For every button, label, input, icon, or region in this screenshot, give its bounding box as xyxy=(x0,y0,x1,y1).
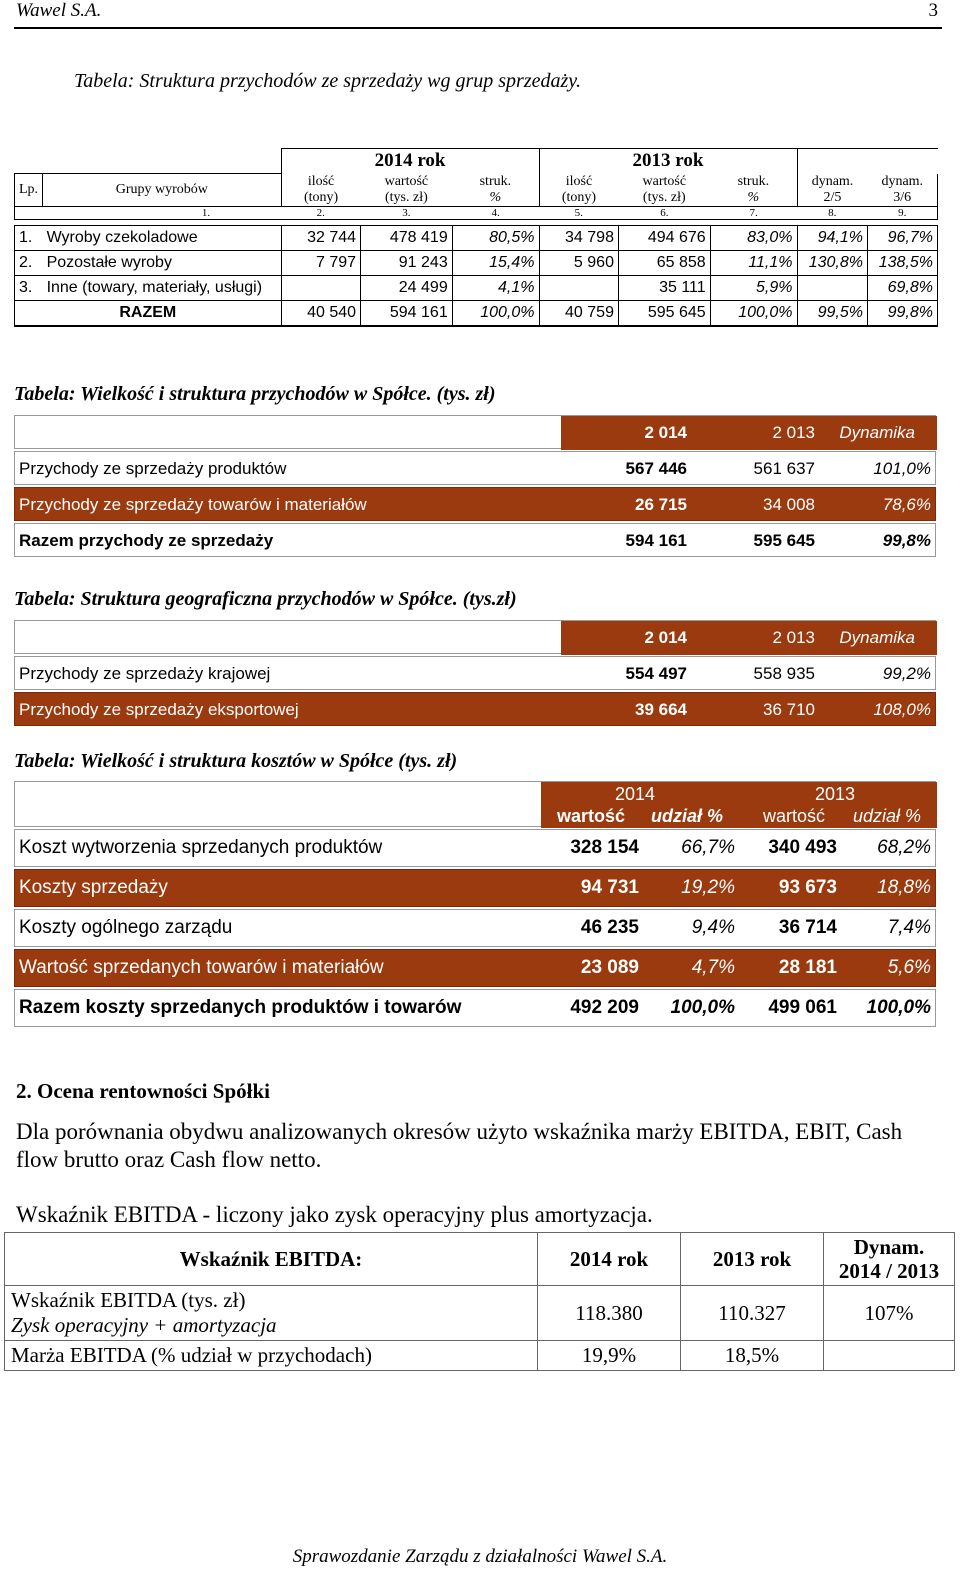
row-dyn-empty xyxy=(824,1341,955,1371)
table-row xyxy=(14,656,936,690)
row-label: Koszt wytworzenia sprzedanych produktów xyxy=(19,837,383,858)
table-row xyxy=(14,949,936,987)
table-row xyxy=(14,829,936,867)
col-value-unit-2013: (tys. zł) xyxy=(642,189,686,205)
row-d25 xyxy=(797,275,868,300)
colnum-7: 7. xyxy=(749,206,758,219)
row-2014: 19,9% xyxy=(538,1341,681,1371)
col-group: Grupy wyrobów xyxy=(43,174,282,207)
row-name: Pozostałe wyroby xyxy=(46,253,172,271)
row-2013: 36 710 xyxy=(763,700,815,719)
row-2013-share: 68,2% xyxy=(877,837,931,858)
col-qty-2013: ilość xyxy=(539,174,618,190)
row-v13: 494 676 xyxy=(618,225,710,250)
row-label: Przychody ze sprzedaży produktów xyxy=(19,459,287,478)
row-2014-share: 4,7% xyxy=(691,957,735,978)
section-heading: 2. Ocena rentowności Spółki xyxy=(16,1079,270,1103)
total-v14: 594 161 xyxy=(361,300,453,326)
total-s13: 100,0% xyxy=(710,300,797,326)
row-2014: 26 715 xyxy=(635,495,687,514)
row-2014-share: 66,7% xyxy=(681,837,735,858)
row-q14: 7 797 xyxy=(281,250,360,275)
row-label: Razem przychody ze sprzedaży xyxy=(19,531,274,550)
col-value-2013: wartość xyxy=(642,173,687,189)
table-row xyxy=(15,225,938,250)
header-2013-value: wartość xyxy=(763,806,826,826)
ebitda-note: Wskaźnik EBITDA - liczony jako zysk operacyjny plus amortyzacja. xyxy=(16,1202,653,1227)
table-header-row xyxy=(14,781,936,827)
row-2014-share: 9,4% xyxy=(691,917,735,938)
col-struct-2014: struk. xyxy=(479,173,512,189)
table-total-row xyxy=(15,300,938,326)
row-q14: 32 744 xyxy=(281,225,360,250)
row-d25: 130,8% xyxy=(797,250,868,275)
table-row xyxy=(14,869,936,907)
row-2014: 554 497 xyxy=(625,664,687,683)
row-v14: 91 243 xyxy=(361,250,453,275)
page-header xyxy=(14,0,942,29)
row-label xyxy=(5,1286,538,1341)
col-lp: Lp. xyxy=(15,174,43,207)
row-lp: 3. xyxy=(19,278,33,296)
row-2013-value: 93 673 xyxy=(778,877,837,898)
col-struct-unit-2014: % xyxy=(489,189,502,205)
row-dyn: 99,2% xyxy=(882,664,931,683)
row-dyn: 101,0% xyxy=(873,459,931,478)
table-row xyxy=(14,909,936,947)
header-name: Wskaźnik EBITDA: xyxy=(5,1233,538,1286)
row-label: Marża EBITDA (% udział w przychodach) xyxy=(5,1341,538,1371)
row-label: Razem koszty sprzedanych produktów i towarów xyxy=(19,997,462,1018)
header-2014: 2014 xyxy=(615,784,656,804)
table-row xyxy=(14,451,936,485)
total-v13: 595 645 xyxy=(618,300,710,326)
row-s13: 5,9% xyxy=(710,275,797,300)
row-lp: 1. xyxy=(19,228,33,246)
sales-groups-table xyxy=(14,148,938,327)
row-2013-value: 499 061 xyxy=(768,997,837,1018)
revenue-table xyxy=(14,415,938,559)
row-v14: 478 419 xyxy=(361,225,453,250)
row-2014: 594 161 xyxy=(625,531,687,550)
header-dyn xyxy=(824,1233,955,1286)
page-number: 3 xyxy=(928,0,938,21)
row-name: Wyroby czekoladowe xyxy=(46,228,198,246)
table4-caption: Tabela: Wielkość i struktura kosztów w Spółce (tys. zł) xyxy=(14,750,458,772)
row-dyn: 99,8% xyxy=(882,531,931,550)
total-q13: 40 759 xyxy=(539,300,618,326)
header-2013: 2013 xyxy=(815,784,856,804)
colnum-3: 3. xyxy=(402,206,411,219)
col-struct-unit-2013: % xyxy=(747,189,760,205)
row-2014-value: 328 154 xyxy=(570,837,639,858)
table-header-row xyxy=(14,415,936,449)
row-lp: 2. xyxy=(19,253,33,271)
col-dyn25-unit: 2/5 xyxy=(797,190,868,207)
row-2013-value: 36 714 xyxy=(778,917,837,938)
row-2014-share: 100,0% xyxy=(670,997,735,1018)
row-2013: 18,5% xyxy=(681,1341,824,1371)
header-2014: 2 014 xyxy=(644,423,687,442)
table-row xyxy=(15,250,938,275)
row-label-line1: Wskaźnik EBITDA (tys. zł) xyxy=(11,1288,246,1312)
header-2014: 2014 rok xyxy=(538,1233,681,1286)
table-total-row xyxy=(14,523,936,557)
row-2014-value: 46 235 xyxy=(580,917,639,938)
row-2013: 34 008 xyxy=(763,495,815,514)
row-label: Przychody ze sprzedaży krajowej xyxy=(19,664,271,683)
header-2013: 2 013 xyxy=(772,628,815,647)
header-2013: 2 013 xyxy=(772,423,815,442)
row-2014-value: 23 089 xyxy=(580,957,639,978)
colnum-8: 8. xyxy=(828,206,837,219)
total-d36: 99,8% xyxy=(868,300,938,326)
colnum-2: 2. xyxy=(316,206,325,219)
costs-table xyxy=(14,781,938,1029)
row-q13: 34 798 xyxy=(539,225,618,250)
row-s13: 83,0% xyxy=(710,225,797,250)
header-dynamika: Dynamika xyxy=(839,423,915,442)
row-v13: 35 111 xyxy=(618,275,710,300)
row-2013-share: 7,4% xyxy=(887,917,931,938)
table1-caption: Tabela: Struktura przychodów ze sprzedaży wg grup sprzedaży. xyxy=(74,70,582,92)
row-label: Koszty ogólnego zarządu xyxy=(19,917,233,938)
table-total-row xyxy=(14,989,936,1027)
row-2013: 558 935 xyxy=(753,664,815,683)
table-row xyxy=(14,692,936,726)
row-name: Inne (towary, materiały, usługi) xyxy=(46,278,263,296)
row-2013-share: 100,0% xyxy=(866,997,931,1018)
table-row xyxy=(15,275,938,300)
row-dyn: 107% xyxy=(824,1286,955,1341)
header-2013: 2013 rok xyxy=(681,1233,824,1286)
geo-revenue-table xyxy=(14,620,938,728)
row-d36: 96,7% xyxy=(868,225,938,250)
col-dyn36-unit: 3/6 xyxy=(868,190,938,207)
row-d36: 69,8% xyxy=(868,275,938,300)
header-2013-share: udział % xyxy=(853,806,922,826)
header-2014-share: udział % xyxy=(651,806,724,826)
row-2013: 595 645 xyxy=(753,531,815,550)
header-2014: 2 014 xyxy=(644,628,687,647)
row-2013-share: 5,6% xyxy=(887,957,931,978)
row-2014-value: 94 731 xyxy=(580,877,639,898)
row-2013: 561 637 xyxy=(753,459,815,478)
total-q14: 40 540 xyxy=(281,300,360,326)
row-s14: 80,5% xyxy=(452,225,539,250)
header-2014-value: wartość xyxy=(557,806,626,826)
row-2014: 118.380 xyxy=(538,1286,681,1341)
ebitda-table xyxy=(4,1232,955,1371)
row-v14: 24 499 xyxy=(361,275,453,300)
row-2013-value: 340 493 xyxy=(768,837,837,858)
row-2014-share: 19,2% xyxy=(681,877,735,898)
row-s14: 15,4% xyxy=(452,250,539,275)
row-q14 xyxy=(281,275,360,300)
col-dyn-25: dynam. xyxy=(797,174,868,190)
row-q13: 5 960 xyxy=(539,250,618,275)
row-d36: 138,5% xyxy=(868,250,938,275)
year-2013-header: 2013 rok xyxy=(539,149,797,174)
row-label: Przychody ze sprzedaży eksportowej xyxy=(19,700,299,719)
row-label-line2: Zysk operacyjny + amortyzacja xyxy=(11,1313,277,1337)
colnum-5: 5. xyxy=(574,206,583,219)
row-2014-value: 492 209 xyxy=(570,997,639,1018)
col-dyn-36: dynam. xyxy=(868,174,938,190)
row-v13: 65 858 xyxy=(618,250,710,275)
col-value-unit-2014: (tys. zł) xyxy=(384,189,428,205)
table-header-row xyxy=(14,620,936,654)
row-2013-value: 28 181 xyxy=(778,957,837,978)
page-footer: Sprawozdanie Zarządu z działalności Wawel S.A. xyxy=(292,1546,668,1567)
row-dyn: 78,6% xyxy=(882,495,931,514)
table2-caption: Tabela: Wielkość i struktura przychodów w Spółce. (tys. zł) xyxy=(14,383,496,405)
row-d25: 94,1% xyxy=(797,225,868,250)
row-q13 xyxy=(539,275,618,300)
col-qty-unit-2014: (tony) xyxy=(281,190,360,207)
table3-caption: Tabela: Struktura geograficzna przychodów w Spółce. (tys.zł) xyxy=(14,588,517,610)
col-struct-2013: struk. xyxy=(737,173,770,189)
header-dynamika: Dynamika xyxy=(839,628,915,647)
colnum-1: 1. xyxy=(201,206,211,219)
row-s14: 4,1% xyxy=(452,275,539,300)
row-2014: 39 664 xyxy=(635,700,687,719)
col-value-2014: wartość xyxy=(384,173,429,189)
section-paragraph: Dla porównania obydwu analizowanych okresów użyto wskaźnika marży EBITDA, EBIT, Cash flow brutto oraz Cash flow netto. xyxy=(16,1119,903,1172)
row-s13: 11,1% xyxy=(710,250,797,275)
header-dyn-line2: 2014 / 2013 xyxy=(838,1259,940,1283)
year-2014-header: 2014 rok xyxy=(281,149,539,174)
row-2014: 567 446 xyxy=(625,459,687,478)
total-s14: 100,0% xyxy=(452,300,539,326)
col-qty-2014: ilość xyxy=(281,174,360,190)
row-label: Przychody ze sprzedaży towarów i materiałów xyxy=(19,495,367,514)
colnum-9: 9. xyxy=(898,206,907,219)
col-qty-unit-2013: (tony) xyxy=(539,190,618,207)
colnum-6: 6. xyxy=(660,206,669,219)
header-dyn-line1: Dynam. xyxy=(853,1235,925,1259)
row-2013-share: 18,8% xyxy=(877,877,931,898)
company-name: Wawel S.A. xyxy=(16,0,102,21)
table-row xyxy=(14,487,936,521)
colnum-4: 4. xyxy=(491,206,500,219)
row-2013: 110.327 xyxy=(681,1286,824,1341)
row-dyn: 108,0% xyxy=(873,700,931,719)
total-d25: 99,5% xyxy=(797,300,868,326)
row-label: Koszty sprzedaży xyxy=(19,877,168,898)
total-label: RAZEM xyxy=(119,303,177,321)
row-label: Wartość sprzedanych towarów i materiałów xyxy=(19,957,384,978)
